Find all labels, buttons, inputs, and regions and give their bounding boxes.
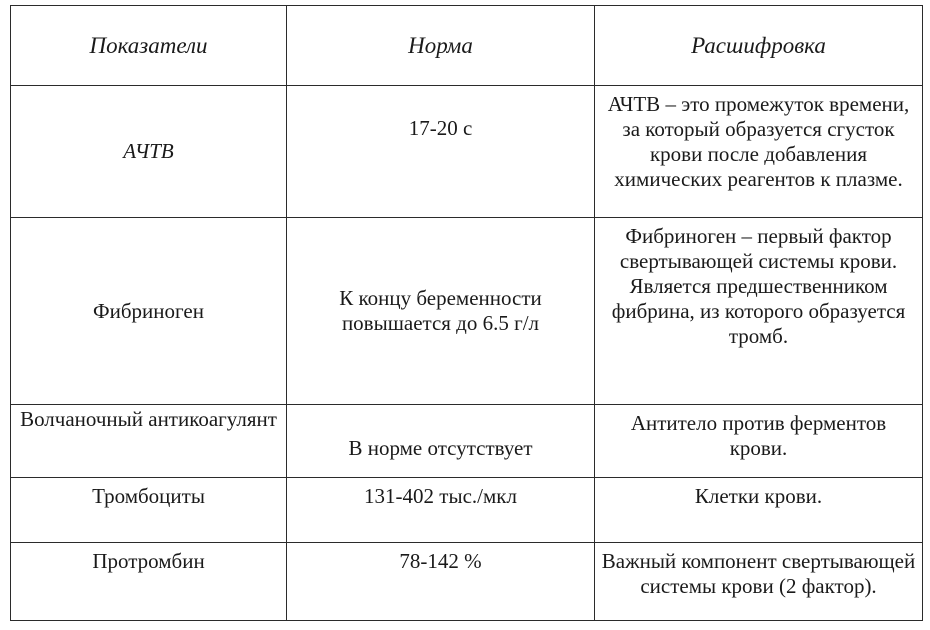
description-cell: Важный компонент свертывающей системы крови (2 фактор).: [595, 543, 923, 621]
norm-cell: 131-402 тыс./мкл: [287, 478, 595, 543]
description-cell: АЧТВ – это промежуток времени, за который образуется сгусток крови после добавления химических реагентов к плазме.: [595, 86, 923, 218]
table-row: [11, 478, 923, 543]
indicator-cell: Протромбин: [11, 543, 287, 621]
header-description: Расшифровка: [595, 6, 923, 86]
indicator-cell: Волчаночный антикоагулянт: [11, 405, 287, 478]
indicator-cell: Тромбоциты: [11, 478, 287, 543]
table-row: [11, 86, 923, 218]
description-cell: Клетки крови.: [595, 478, 923, 543]
norm-cell: 78-142 %: [287, 543, 595, 621]
indicator-cell: АЧТВ: [11, 86, 287, 218]
norm-cell: К концу беременности повышается до 6.5 г/л: [287, 218, 595, 405]
description-cell: Антитело против ферментов крови.: [595, 405, 923, 478]
indicators-table: [10, 5, 923, 621]
header-norm: Норма: [287, 6, 595, 86]
table-header-row: [11, 6, 923, 86]
indicator-cell: Фибриноген: [11, 218, 287, 405]
header-indicators: Показатели: [11, 6, 287, 86]
table-row: [11, 405, 923, 478]
table-row: [11, 218, 923, 405]
description-cell: Фибриноген – первый фактор свертывающей системы крови. Является предшественником фибрина, из которого образуется тромб.: [595, 218, 923, 405]
norm-cell: В норме отсутствует: [287, 405, 595, 478]
norm-cell: 17-20 с: [287, 86, 595, 218]
table-row: [11, 543, 923, 621]
